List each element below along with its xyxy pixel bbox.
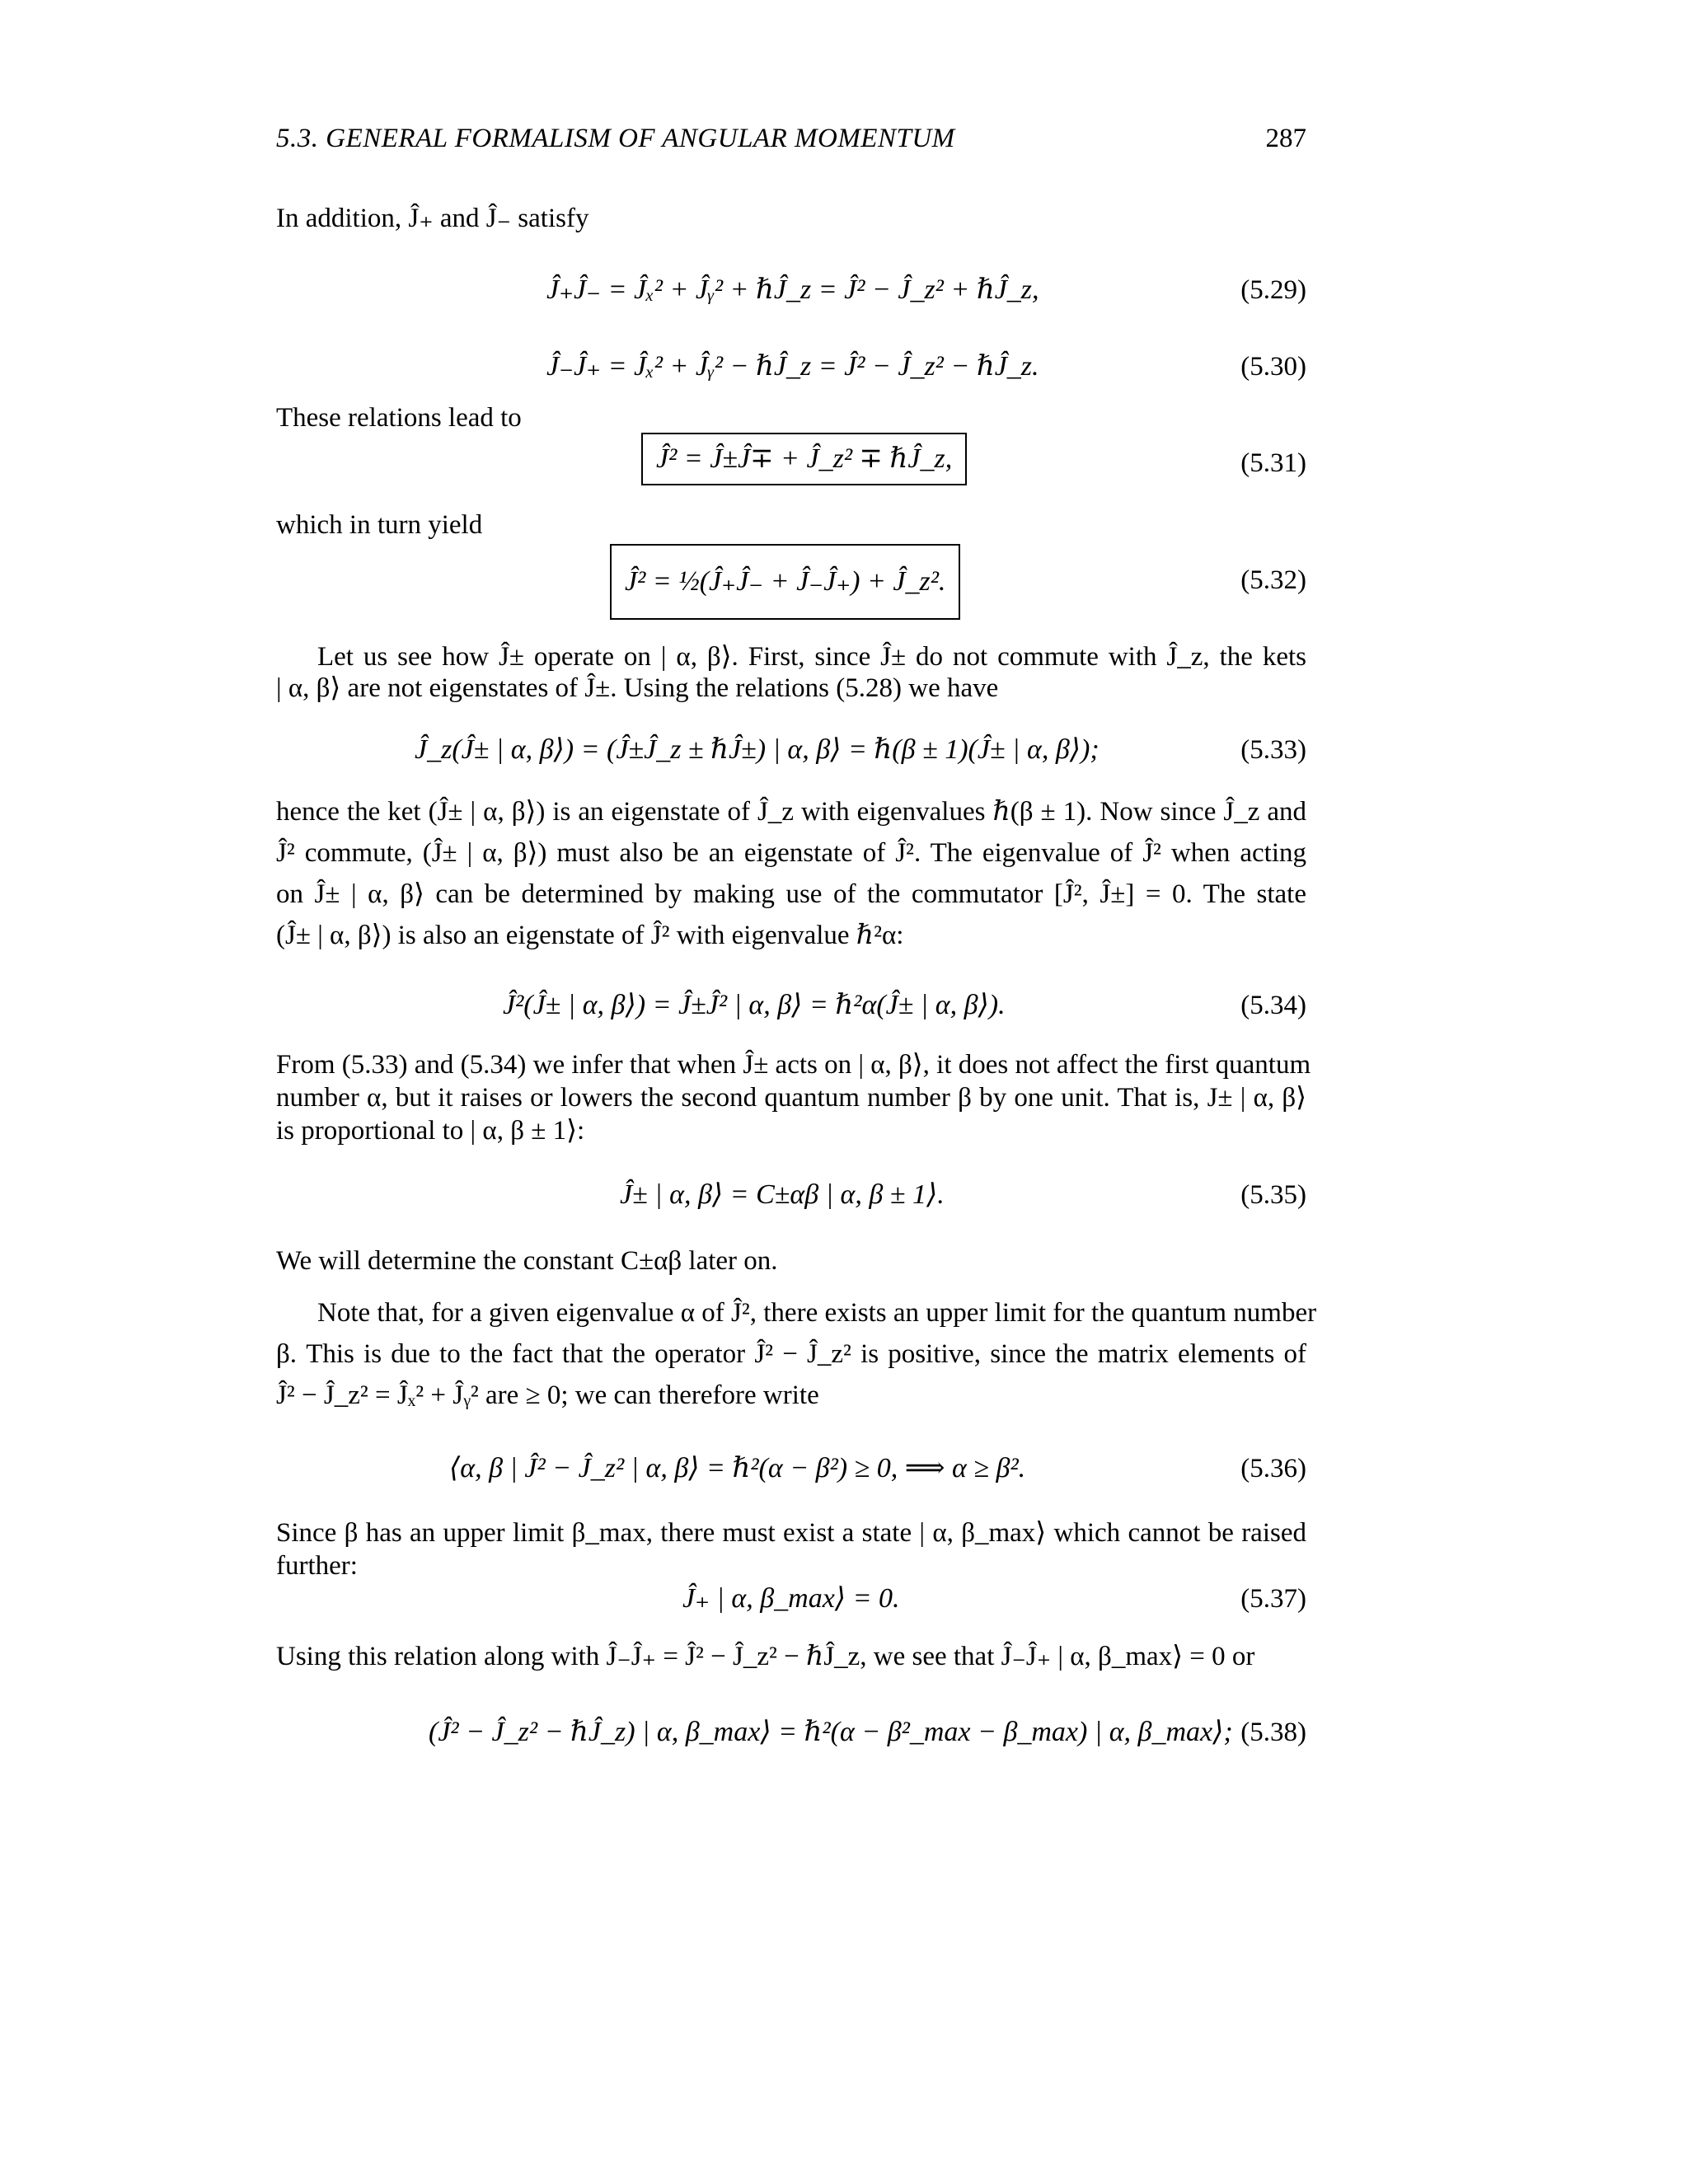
equation-number-5-35: (5.35) <box>1240 1180 1306 1210</box>
intro-text: In addition, Ĵ₊ and Ĵ₋ satisfy <box>276 204 589 233</box>
equation-5-29: Ĵ₊Ĵ₋ = Ĵₓ² + Ĵᵧ² + ℏĴ_z = Ĵ² − Ĵ_z² + ℏĴ_z, <box>546 274 1039 305</box>
equation-number-5-33: (5.33) <box>1240 735 1306 765</box>
yield-text: which in turn yield <box>276 510 483 540</box>
equation-5-37: Ĵ₊ | α, β_max⟩ = 0. <box>682 1583 900 1614</box>
paragraph-5 <box>276 1292 1317 1416</box>
paragraph-1-line: Let us see how Ĵ± operate on | α, β⟩. First, since Ĵ± do not commute with Ĵ_z, the kets <box>317 642 1306 672</box>
paragraph-6-line: Since β has an upper limit β_max, there must exist a state | α, β_max⟩ which cannot be raised <box>276 1518 1306 1548</box>
paragraph-5-line: Note that, for a given eigenvalue α of Ĵ², there exists an upper limit for the quantum number <box>317 1298 1317 1328</box>
equation-5-32-box <box>610 544 960 620</box>
paragraph-6 <box>276 1516 1306 1582</box>
paragraph-7: Using this relation along with Ĵ₋Ĵ₊ = Ĵ² − Ĵ_z² − ℏĴ_z, we see that Ĵ₋Ĵ₊ | α, β_max⟩ = 0 or <box>276 1642 1255 1671</box>
equation-5-35: Ĵ± | α, β⟩ = C±αβ | α, β ± 1⟩. <box>620 1179 945 1210</box>
page-number: 287 <box>1265 124 1306 153</box>
equation-5-31-box <box>641 433 967 485</box>
equation-number-5-31: (5.31) <box>1240 448 1306 478</box>
paragraph-3-line: number α, but it raises or lowers the second quantum number β by one unit. That is, J± | α, β⟩ <box>276 1083 1306 1113</box>
paragraph-3-line: From (5.33) and (5.34) we infer that when Ĵ± acts on | α, β⟩, it does not affect the first quantum <box>276 1050 1311 1080</box>
equation-5-32: Ĵ² = ½(Ĵ₊Ĵ₋ + Ĵ₋Ĵ₊) + Ĵ_z². <box>625 566 946 597</box>
page-header <box>276 124 1306 165</box>
paragraph-1-line: | α, β⟩ are not eigenstates of Ĵ±. Using the relations (5.28) we have <box>276 673 999 703</box>
paragraph-1 <box>276 636 1306 709</box>
paragraph-3 <box>276 1048 1311 1147</box>
equation-5-34: Ĵ²(Ĵ± | α, β⟩) = Ĵ±Ĵ² | α, β⟩ = ℏ²α(Ĵ± | α, β⟩). <box>503 990 1006 1020</box>
paragraph-3-line: is proportional to | α, β ± 1⟩: <box>276 1116 585 1146</box>
paragraph-6-line: further: <box>276 1551 358 1581</box>
equation-5-38: (Ĵ² − Ĵ_z² − ℏĴ_z) | α, β_max⟩ = ℏ²(α − β²_max − β_max) | α, β_max⟩; <box>429 1717 1233 1747</box>
paragraph-5-line: Ĵ² − Ĵ_z² = Ĵₓ² + Ĵᵧ² are ≥ 0; we can therefore write <box>276 1380 819 1410</box>
paragraph-2-line: (Ĵ± | α, β⟩) is also an eigenstate of Ĵ² with eigenvalue ℏ²α: <box>276 921 904 950</box>
paragraph-2-line: on Ĵ± | α, β⟩ can be determined by making use of the commutator [Ĵ², Ĵ±] = 0. The state <box>276 879 1306 909</box>
equation-number-5-32: (5.32) <box>1240 565 1306 595</box>
paragraph-2-line: Ĵ² commute, (Ĵ± | α, β⟩) must also be an eigenstate of Ĵ². The eigenvalue of Ĵ² when acting <box>276 838 1306 868</box>
equation-number-5-30: (5.30) <box>1240 352 1306 382</box>
equation-number-5-37: (5.37) <box>1240 1584 1306 1614</box>
equation-5-36: ⟨α, β | Ĵ² − Ĵ_z² | α, β⟩ = ℏ²(α − β²) ≥ 0, ⟹ α ≥ β². <box>449 1453 1026 1483</box>
paragraph-4: We will determine the constant C±αβ later on. <box>276 1246 778 1276</box>
lead-text: These relations lead to <box>276 403 522 433</box>
equation-5-30: Ĵ₋Ĵ₊ = Ĵₓ² + Ĵᵧ² − ℏĴ_z = Ĵ² − Ĵ_z² − ℏĴ_z. <box>546 351 1039 382</box>
paragraph-5-line: β. This is due to the fact that the operator Ĵ² − Ĵ_z² is positive, since the matrix elements of <box>276 1339 1306 1369</box>
equation-number-5-36: (5.36) <box>1240 1454 1306 1483</box>
running-head: 5.3. GENERAL FORMALISM OF ANGULAR MOMENTUM <box>276 124 955 153</box>
equation-number-5-34: (5.34) <box>1240 991 1306 1020</box>
equation-5-31: Ĵ² = Ĵ±Ĵ∓ + Ĵ_z² ∓ ℏĴ_z, <box>656 443 953 474</box>
paragraph-2-line: hence the ket (Ĵ± | α, β⟩) is an eigenstate of Ĵ_z with eigenvalues ℏ(β ± 1). Now since Ĵ_z and <box>276 797 1306 827</box>
paragraph-2 <box>276 791 1306 956</box>
equation-number-5-38: (5.38) <box>1240 1718 1306 1747</box>
equation-number-5-29: (5.29) <box>1240 275 1306 305</box>
equation-5-33: Ĵ_z(Ĵ± | α, β⟩) = (Ĵ±Ĵ_z ± ℏĴ±) | α, β⟩ = ℏ(β ± 1)(Ĵ± | α, β⟩); <box>415 734 1100 765</box>
